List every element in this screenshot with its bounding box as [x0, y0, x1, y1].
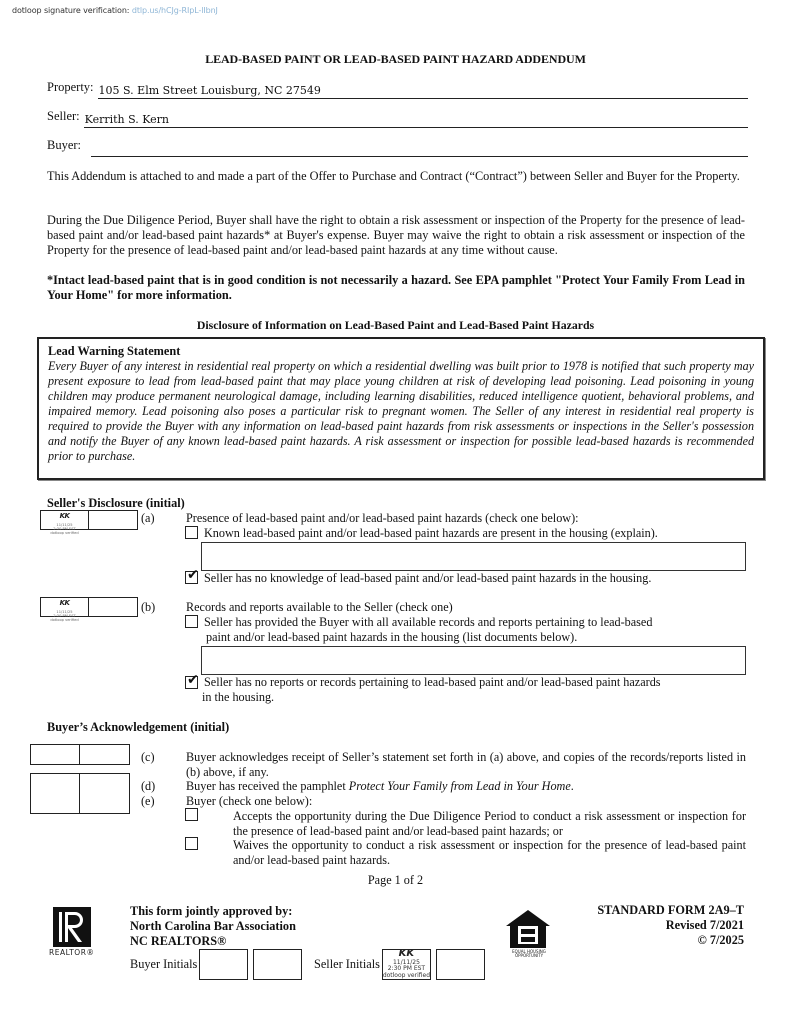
due-diligence-paragraph: During the Due Diligence Period, Buyer shall have the right to obtain a risk assessment or inspection of the Property for the presence of lead-based paint and/or lead-based paint hazards* at Buyer's expense. Buyer may waive the right to obtain a risk assessment or inspection of the Property for the presence of lead-based paint and/or lead-based paint hazards at any time without cause. — [47, 213, 745, 258]
approval-line: This form jointly approved by: — [130, 904, 293, 918]
item-b-prompt: Records and reports available to the Seller (check one) — [186, 600, 453, 614]
approval-text — [130, 904, 296, 949]
form-copyright: © 7/2025 — [697, 933, 744, 947]
item-b-option2 — [185, 672, 199, 693]
stamp-time: 2:30 PM EST — [53, 527, 76, 531]
pamphlet-title: Protect Your Family from Lead in Your Home — [348, 779, 571, 793]
stamp-time: 2:30 PM EST — [387, 965, 426, 972]
item-b-option2-line1: Seller has no reports or records pertaining to lead-based paint and/or lead-based paint hazards — [204, 675, 661, 689]
seller-disclosure-heading: Seller's Disclosure (initial) — [47, 496, 185, 510]
stamp-verified: dotloop verified — [50, 531, 79, 535]
item-a-option2 — [185, 567, 199, 588]
buyer-label: Buyer: — [47, 138, 82, 152]
item-a-prompt: Presence of lead-based paint and/or lead-based paint hazards (check one below): — [186, 511, 579, 525]
seller-initials-a — [40, 510, 138, 535]
form-identifier — [597, 903, 744, 948]
seller-field-row — [47, 108, 748, 128]
seller-initial-box-a2[interactable] — [89, 510, 138, 530]
explain-field[interactable] — [201, 542, 746, 571]
buyer-initial-box-e2[interactable] — [80, 793, 130, 814]
check-icon: ✔ — [187, 567, 199, 583]
buyer-field[interactable] — [91, 141, 748, 157]
item-letter-a: (a) — [141, 511, 155, 525]
buyer-field-row — [47, 137, 748, 157]
lead-warning-title: Lead Warning Statement — [48, 344, 181, 358]
stamp-verified: dotloop verified — [50, 618, 79, 622]
item-d-suffix: . — [570, 779, 574, 793]
intro-paragraph: This Addendum is attached to and made a part of the Offer to Purchase and Contract (“Contract”) between Seller and Buyer for the Property. — [47, 169, 740, 183]
item-a-option1 — [185, 526, 198, 543]
item-a-option1-label: Known lead-based paint and/or lead-based paint hazards are present in the housing (explain). — [204, 526, 658, 540]
signature-mark: KK — [398, 948, 415, 959]
property-field[interactable]: 105 S. Elm Street Louisburg, NC 27549 — [98, 83, 748, 99]
form-number: STANDARD FORM 2A9–T — [597, 903, 744, 917]
documents-list-field[interactable] — [201, 646, 746, 675]
buyer-initial-box-d2[interactable] — [80, 773, 130, 794]
footer-buyer-initials — [130, 949, 302, 980]
stamp-date: 11/11/25 — [392, 958, 420, 966]
seller-initial-box-a1[interactable] — [40, 510, 89, 535]
item-b-option2-line2: in the housing. — [202, 690, 275, 704]
equal-housing-icon — [504, 908, 552, 950]
lead-warning-body: Every Buyer of any interest in residential real property on which a residential dwelling was built prior to 1978 is notified that such property may present exposure to lead from lead-based paint that may place young children at risk of developing lead poisoning. Lead poisoning in young children may produce permanent neurological damage, including learning disabilities, reduced intelligence quotient, behavioral problems, and impaired memory. Lead poisoning also poses a particular risk to pregnant women. The Seller of any interest in residential real property is required to provide the Buyer with any information on lead-based paint hazards from risk assessments or inspections in the Seller's possession and notify the Buyer of any known lead-based paint hazards. A risk assessment or inspection for possible lead-based hazards is recommended prior to purchase. — [48, 359, 754, 463]
equal-housing-text: EQUAL HOUSING OPPORTUNITY — [512, 949, 546, 958]
checkbox-known-lead[interactable] — [185, 526, 198, 539]
buyer-initials-label: Buyer Initials — [130, 957, 198, 971]
buyer-initial-box-c1[interactable] — [30, 744, 80, 765]
approval-line: North Carolina Bar Association — [130, 919, 296, 933]
buyer-initial-box-c2[interactable] — [80, 744, 130, 765]
buyer-initial-box-d1[interactable] — [30, 773, 80, 794]
dotloop-verification — [12, 6, 218, 15]
property-field-row — [47, 79, 748, 99]
item-d-text — [186, 779, 574, 794]
item-e-option1-label: Accepts the opportunity during the Due Diligence Period to conduct a risk assessment or inspection for the presence of lead-based paint and/or lead-based paint hazards; or — [233, 809, 746, 838]
footer-seller-initial-box-1[interactable] — [382, 949, 431, 980]
item-e-option2 — [185, 837, 198, 854]
item-letter-b: (b) — [141, 600, 156, 614]
checkbox-no-records[interactable] — [185, 672, 199, 689]
checkbox-accepts-opportunity[interactable] — [185, 808, 198, 821]
signature-stamp: KK — [59, 599, 70, 607]
seller-field[interactable]: Kerrith S. Kern — [84, 112, 748, 128]
stamp-details — [41, 523, 88, 535]
buyer-acknowledgement-heading: Buyer’s Acknowledgement (initial) — [47, 720, 230, 734]
item-e-option2-label: Waives the opportunity to conduct a risk assessment or inspection for the presence of lead-based paint and/or lead-based paint hazards. — [233, 838, 746, 867]
stamp-date: 11/11/25 — [56, 610, 73, 614]
item-letter-e: (e) — [141, 794, 155, 808]
signature-stamp: KK — [59, 512, 70, 520]
stamp-date: 11/11/25 — [56, 523, 73, 527]
item-a-option2-label: Seller has no knowledge of lead-based paint and/or lead-based paint hazards in the housing. — [204, 571, 652, 585]
page-number: Page 1 of 2 — [367, 873, 424, 887]
checkbox-waives-opportunity[interactable] — [185, 837, 198, 850]
seller-label: Seller: — [47, 109, 80, 123]
footer-buyer-initial-box-2[interactable] — [253, 949, 302, 980]
buyer-initials-d — [30, 773, 130, 794]
stamp-details — [41, 610, 88, 622]
footer-buyer-initial-box-1[interactable] — [199, 949, 248, 980]
seller-initials-b — [40, 597, 138, 622]
item-e-option1 — [185, 808, 198, 825]
stamp-verified: dotloop verified — [382, 971, 431, 979]
checkbox-no-knowledge[interactable] — [185, 567, 199, 584]
footer-signature-stamp — [381, 948, 432, 979]
seller-initial-box-b1[interactable] — [40, 597, 89, 622]
form-revised: Revised 7/2021 — [665, 918, 744, 932]
lead-warning-box — [37, 337, 765, 480]
footer-seller-initial-box-2[interactable] — [436, 949, 485, 980]
item-d-prefix: Buyer has received the pamphlet — [186, 779, 349, 793]
check-icon: ✔ — [187, 672, 199, 688]
seller-initial-box-b2[interactable] — [89, 597, 138, 617]
footer-seller-initials — [314, 949, 485, 980]
item-c-text: Buyer acknowledges receipt of Seller’s statement set forth in (a) above, and copies of the records/reports listed in (b) above, if any. — [186, 750, 746, 779]
item-b-option1-line2: paint and/or lead-based paint hazards in the housing (list documents below). — [206, 630, 578, 644]
property-label: Property: — [47, 80, 94, 94]
checkbox-provided-records[interactable] — [185, 615, 198, 628]
buyer-initials-e — [30, 793, 130, 814]
item-b-option1 — [185, 615, 198, 632]
seller-initials-label: Seller Initials — [314, 957, 380, 971]
buyer-initials-c — [30, 744, 130, 765]
item-b-option1-line1: Seller has provided the Buyer with all available records and reports pertaining to lead-based — [204, 615, 653, 629]
buyer-initial-box-e1[interactable] — [30, 793, 80, 814]
approval-line: NC REALTORS® — [130, 934, 227, 948]
item-letter-c: (c) — [141, 750, 155, 764]
footnote-paragraph: *Intact lead-based paint that is in good condition is not necessarily a hazard. See EPA pamphlet "Protect Your Family From Lead in Your Home" for more information. — [47, 273, 745, 303]
realtor-logo-icon — [53, 907, 91, 947]
document-title: LEAD-BASED PAINT OR LEAD-BASED PAINT HAZARD ADDENDUM — [205, 52, 586, 66]
realtor-wordmark: REALTOR® — [49, 948, 95, 957]
verification-label: dotloop signature verification: — [12, 6, 130, 15]
disclosure-title: Disclosure of Information on Lead-Based Paint and Lead-Based Paint Hazards — [196, 318, 595, 332]
verification-link[interactable]: dtlp.us/hCJg-RIpL-lIbnJ — [131, 6, 218, 15]
stamp-time: 2:30 PM EST — [53, 614, 76, 618]
item-letter-d: (d) — [141, 779, 156, 793]
item-e-text: Buyer (check one below): — [186, 794, 313, 808]
